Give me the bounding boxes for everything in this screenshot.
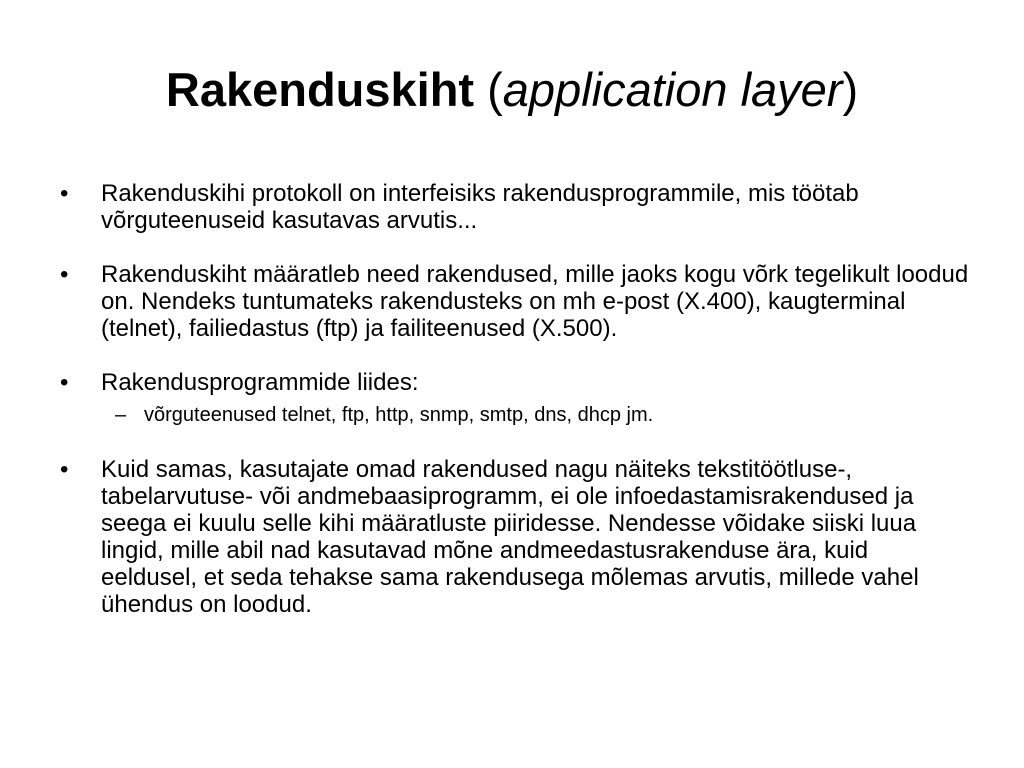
bullet-item-4: [60, 456, 970, 618]
bullet-text: Rakenduskiht määratleb need rakendused, mille jaoks kogu võrk tegelikult loodud on. Nendeks tuntumateks rakendusteks on mh e-post (X.400), kaugterminal (telnet), failiedastus (ftp) ja failiteenused (X.500).: [101, 261, 969, 342]
sub-bullet-item: [60, 403, 970, 427]
bullet-item-3: [60, 369, 970, 396]
title-main: Rakenduskiht: [165, 63, 475, 116]
bullet-marker: •: [60, 180, 69, 207]
bullet-marker: •: [60, 261, 69, 288]
bullet-item-2: [60, 261, 970, 342]
sub-bullet-marker: –: [115, 404, 127, 426]
bullet-marker: •: [60, 369, 69, 396]
bullet-item-1: [60, 180, 970, 234]
slide-title: [0, 62, 1024, 118]
bullet-text: Rakendusprogrammide liides:: [101, 369, 419, 396]
title-open-paren: (: [474, 63, 503, 116]
bullet-text: Rakenduskihi protokoll on interfeisiks rakendusprogrammile, mis töötab võrguteenuseid kasutavas arvutis...: [101, 180, 859, 234]
sub-bullet-text: võrguteenused telnet, ftp, http, snmp, smtp, dns, dhcp jm.: [144, 404, 654, 426]
title-italic: application layer: [502, 63, 843, 116]
bullet-list: [60, 180, 970, 645]
bullet-text: Kuid samas, kasutajate omad rakendused nagu näiteks tekstitöötluse-, tabelarvutuse- või andmebaasiprogramm, ei ole infoedastamisrakendused ja seega ei kuulu selle kihi määratluste piiridesse. Nendesse võidake siiski luua lingid, mille abil nad kasutavad mõne andmeedastusrakenduse ära, kuid eeldusel, et seda tehakse sama rakendusega mõlemas arvutis, millede vahel ühendus on loodud.: [101, 456, 919, 618]
bullet-marker: •: [60, 456, 69, 483]
title-close-paren: ): [842, 63, 859, 116]
